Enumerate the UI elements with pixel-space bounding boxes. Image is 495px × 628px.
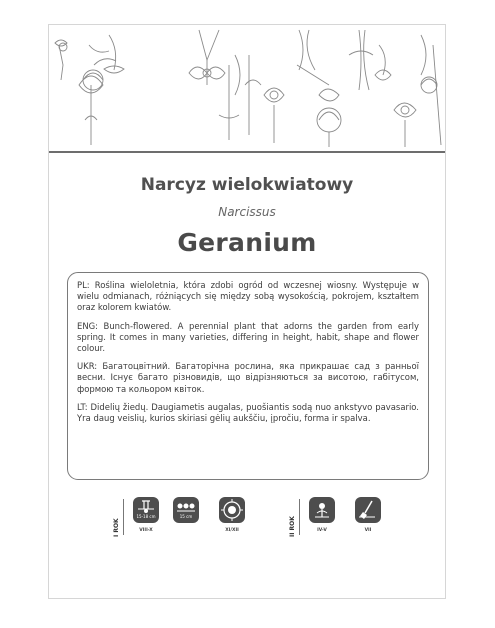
latin-name: Narcissus — [218, 205, 276, 219]
description-box — [67, 272, 429, 480]
year1-label: I ROK — [113, 518, 120, 537]
digging-period-label: VII — [364, 528, 372, 533]
flowering-period-label: IV-V — [317, 528, 327, 533]
sun-period-label: XI/XII — [225, 528, 239, 533]
year1-divider — [123, 499, 124, 535]
description-pl: PL: Roślina wieloletnia, która zdobi ogród od wczesnej wiosny. Występuje w wielu odmianach, różniących się między sobą wysokością, pokrojem, kształtem oraz kolorem kwiatów. — [77, 280, 419, 313]
planting-depth-value: 15-18 cm — [136, 514, 156, 519]
seed-packet-card — [48, 24, 446, 599]
planting-depth-tile — [133, 497, 159, 523]
spacing-value: 15 cm — [179, 514, 193, 519]
digging-tile — [355, 497, 381, 523]
planting-depth-icon — [133, 497, 159, 523]
spacing-tile — [173, 497, 199, 523]
common-name: Narcyz wielokwiatowy — [140, 175, 354, 195]
digging-icon — [355, 497, 381, 523]
botanical-illustration — [49, 25, 445, 151]
flowering-tile — [309, 497, 335, 523]
flowering-icon — [309, 497, 335, 523]
description-eng: ENG: Bunch-flowered. A perennial plant that adorns the garden from early spring. It comes in many varieties, differing in height, habit, shape and flower colour. — [77, 320, 419, 354]
spacing-icon — [173, 497, 199, 523]
planting-period-label: VIII-X — [139, 528, 153, 533]
variety-name: Geranium — [177, 228, 317, 257]
sun-exposure-icon — [219, 497, 245, 523]
description-lt: LT: Didelių žiedų. Daugiametis augalas, puošiantis sodą nuo ankstyvo pavasario. Yra daug veislių, kurios skiriasi gėlių aukščiu, įpročiu, forma ir spalva. — [77, 401, 419, 424]
sun-exposure-tile — [219, 497, 245, 523]
header-divider — [49, 151, 445, 153]
description-ukr: UKR: Багатоцвітний. Багаторічна рослина, яка прикрашає сад з ранньої весни. Існує багато різновидів, що відрізняються за висотою, габітусом, формою та кольором квіток. — [77, 361, 419, 394]
year2-divider — [299, 499, 300, 535]
year2-label: II ROK — [289, 516, 296, 537]
